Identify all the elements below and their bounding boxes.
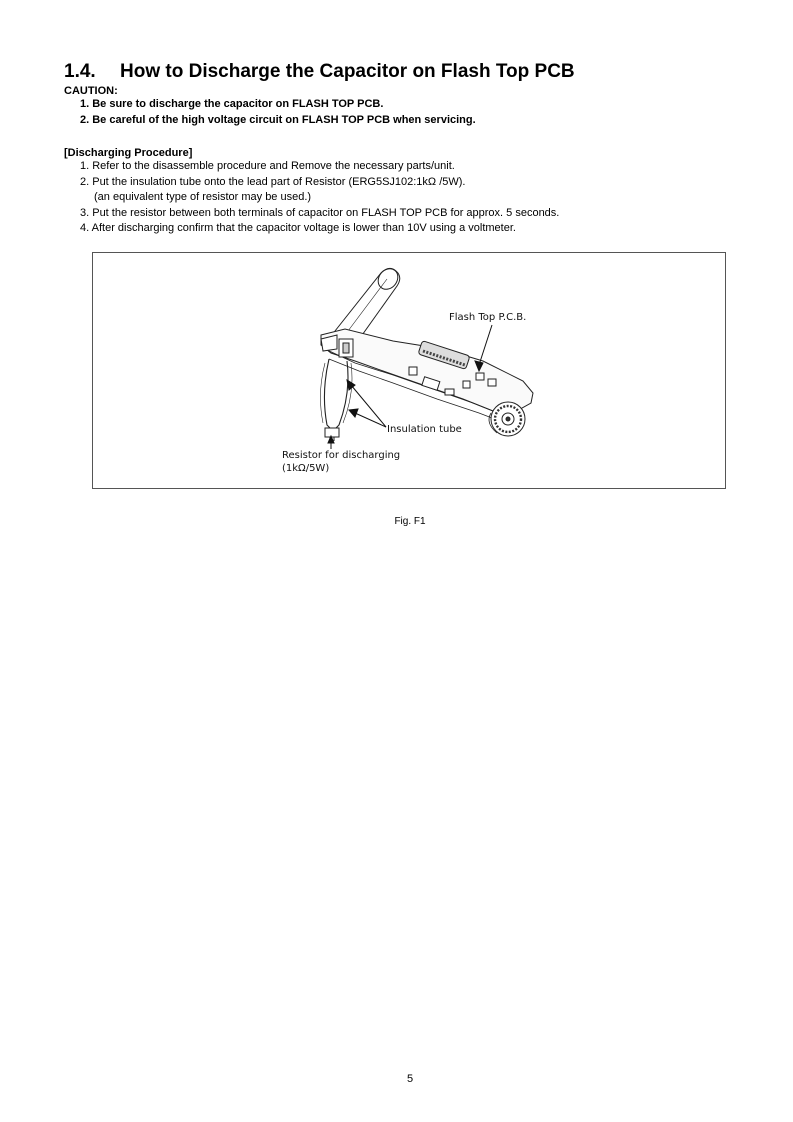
procedure-note: (an equivalent type of resistor may be used.) — [94, 191, 312, 204]
procedure-step: 4. After discharging confirm that the capacitor voltage is lower than 10V using a voltmeter. — [80, 222, 516, 235]
figure-frame — [92, 252, 726, 489]
flash-unit-illustration — [93, 253, 727, 490]
section-title — [64, 60, 575, 84]
caution-item: 1. Be sure to discharge the capacitor on FLASH TOP PCB. — [80, 98, 384, 110]
figure-caption: Fig. F1 — [394, 516, 426, 527]
caution-list — [80, 97, 476, 128]
procedure-step: 1. Refer to the disassemble procedure and Remove the necessary parts/unit. — [80, 160, 455, 172]
insulation-tube-label: Insulation tube — [387, 424, 462, 435]
resistor-drawing — [320, 359, 352, 441]
resistor-label: Resistor for discharging — [282, 450, 401, 461]
section-heading: How to Discharge the Capacitor on Flash Top PCB — [120, 61, 575, 82]
caution-item: 2. Be careful of the high voltage circuit on FLASH TOP PCB when servicing. — [80, 113, 476, 126]
procedure-label: [Discharging Procedure] — [64, 147, 193, 159]
page-number: 5 — [406, 1073, 414, 1085]
flash-top-pcb-label: Flash Top P.C.B. — [449, 312, 527, 323]
procedure-step: 2. Put the insulation tube onto the lead part of Resistor (ERG5SJ102:1kΩ /5W). — [80, 175, 466, 188]
procedure-step: 3. Put the resistor between both terminals of capacitor on FLASH TOP PCB for approx. 5 seconds. — [80, 206, 560, 219]
caution-label: CAUTION: — [64, 85, 118, 97]
procedure-list — [80, 159, 559, 237]
resistor-rating-label: (1kΩ/5W) — [282, 463, 330, 474]
section-number: 1.4. — [64, 61, 96, 82]
